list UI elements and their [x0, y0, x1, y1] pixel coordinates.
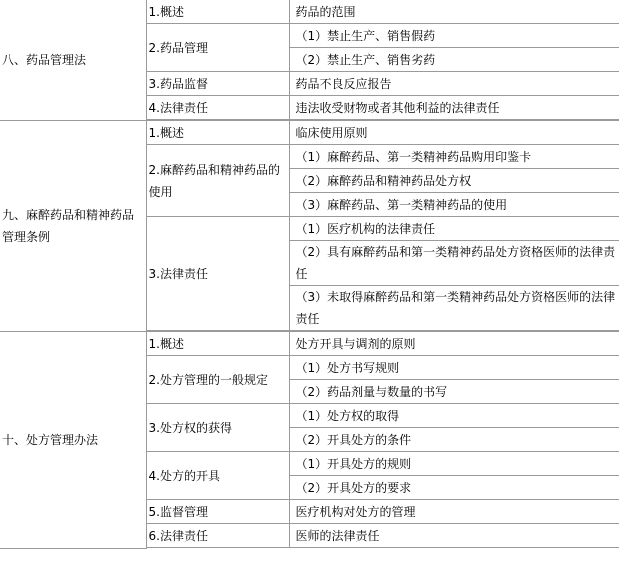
section-item: （3）麻醉药品、第一类精神药品的使用	[289, 193, 619, 217]
section-title: 2.药品管理	[146, 24, 289, 72]
section-title: 2.麻醉药品和精神药品的使用	[146, 145, 289, 217]
section-item: 处方开具与调剂的原则	[289, 332, 619, 356]
section-item: 药品不良反应报告	[289, 72, 619, 96]
section-item: （2）药品剂量与数量的书写	[289, 380, 619, 404]
section-title: 6.法律责任	[146, 524, 289, 548]
law-name: 九、麻醉药品和精神药品管理条例	[0, 121, 146, 332]
section-item: （3）未取得麻醉药品和第一类精神药品处方资格医师的法律责任	[289, 286, 619, 331]
table-row	[0, 0, 619, 24]
spacer-cell	[289, 548, 619, 549]
table-row	[0, 121, 619, 145]
section-title: 5.监督管理	[146, 500, 289, 524]
section-title: 3.处方权的获得	[146, 404, 289, 452]
section-item: （2）开具处方的要求	[289, 476, 619, 500]
table-row	[0, 332, 619, 356]
section-title: 1.概述	[146, 0, 289, 24]
law-name: 八、药品管理法	[0, 0, 146, 121]
section-item: （2）开具处方的条件	[289, 428, 619, 452]
section-item: 医师的法律责任	[289, 524, 619, 548]
section-title: 3.法律责任	[146, 217, 289, 331]
spacer-cell	[146, 548, 289, 549]
section-item: （2）麻醉药品和精神药品处方权	[289, 169, 619, 193]
section-item: 临床使用原则	[289, 121, 619, 145]
section-item: 药品的范围	[289, 0, 619, 24]
section-title: 4.处方的开具	[146, 452, 289, 500]
section-item: 违法收受财物或者其他利益的法律责任	[289, 96, 619, 120]
section-item: （1）处方书写规则	[289, 356, 619, 380]
section-item: （2）具有麻醉药品和第一类精神药品处方资格医师的法律责任	[289, 241, 619, 286]
section-item: （2）禁止生产、销售劣药	[289, 48, 619, 72]
section-item: （1）禁止生产、销售假药	[289, 24, 619, 48]
section-item: （1）医疗机构的法律责任	[289, 217, 619, 241]
section-item: （1）麻醉药品、第一类精神药品购用印鉴卡	[289, 145, 619, 169]
section-title: 3.药品监督	[146, 72, 289, 96]
section-title: 2.处方管理的一般规定	[146, 356, 289, 404]
section-title: 1.概述	[146, 332, 289, 356]
section-item: （1）开具处方的规则	[289, 452, 619, 476]
section-title: 1.概述	[146, 121, 289, 145]
section-title: 4.法律责任	[146, 96, 289, 120]
section-item: （1）处方权的取得	[289, 404, 619, 428]
law-name: 十、处方管理办法	[0, 332, 146, 549]
section-item: 医疗机构对处方的管理	[289, 500, 619, 524]
